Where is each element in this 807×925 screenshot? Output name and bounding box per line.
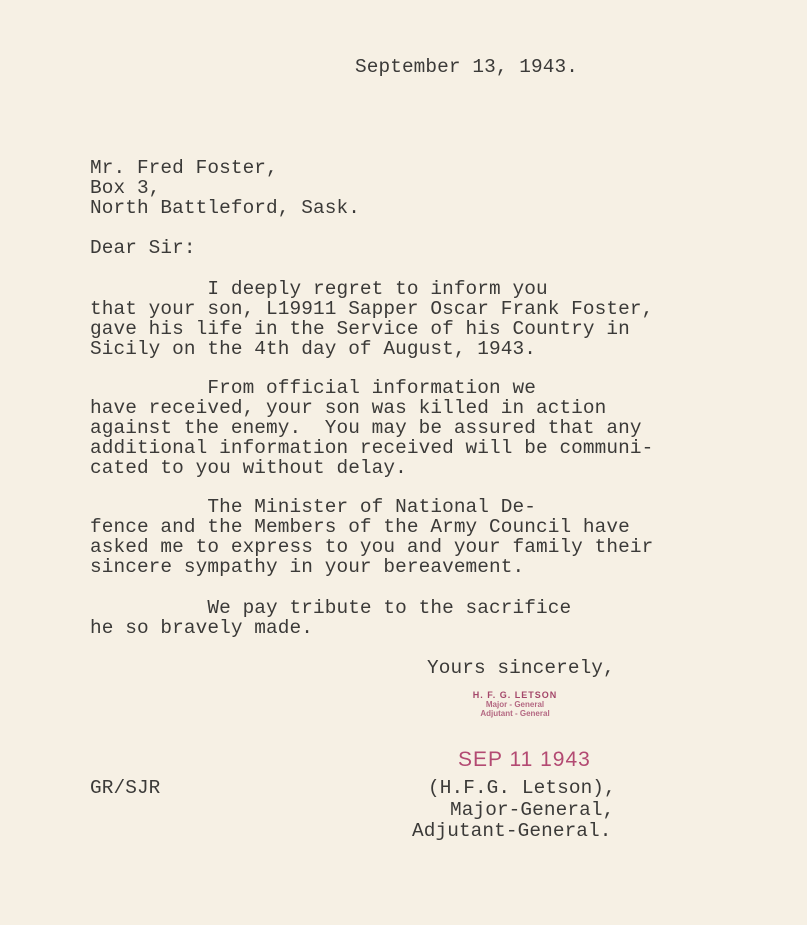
letter-date: September 13, 1943.	[355, 56, 578, 78]
signature-name: (H.F.G. Letson),	[428, 777, 616, 799]
paragraph-line: he so bravely made.	[90, 617, 313, 639]
paragraph-line: The Minister of National De-	[90, 496, 536, 518]
paragraph-line: asked me to express to you and your family their	[90, 536, 654, 558]
paragraph-line: have received, your son was killed in action	[90, 397, 607, 419]
received-date-stamp: SEP 11 1943	[458, 748, 591, 771]
reference-initials: GR/SJR	[90, 777, 161, 799]
paragraph-4	[90, 598, 571, 638]
paragraph-line: that your son, L19911 Sapper Oscar Frank Foster,	[90, 298, 654, 320]
signature-title: Adjutant-General.	[412, 820, 612, 842]
paragraph-2	[90, 378, 653, 478]
paragraph-line: gave his life in the Service of his Country in	[90, 318, 630, 340]
paragraph-line: additional information received will be communi-	[90, 437, 654, 459]
salutation: Dear Sir:	[90, 237, 196, 259]
paragraph-line: Sicily on the 4th day of August, 1943.	[90, 338, 536, 360]
recipient-line: Box 3,	[90, 177, 161, 199]
paragraph-line: I deeply regret to inform you	[90, 278, 548, 300]
paragraph-line: cated to you without delay.	[90, 457, 407, 479]
paragraph-line: From official information we	[90, 377, 536, 399]
signature-rank: Major-General,	[450, 799, 615, 821]
signature-stamp	[455, 690, 575, 718]
closing: Yours sincerely,	[427, 657, 615, 679]
stamp-rank: Major - General	[485, 700, 545, 709]
recipient-address	[90, 158, 360, 218]
paragraph-3	[90, 497, 653, 577]
paragraph-line: sincere sympathy in your bereavement.	[90, 556, 525, 578]
stamp-name: H. F. G. LETSON	[472, 690, 558, 700]
paragraph-line: fence and the Members of the Army Council have	[90, 516, 630, 538]
paragraph-line: We pay tribute to the sacrifice	[90, 597, 572, 619]
stamp-title: Adjutant - General	[480, 709, 550, 718]
recipient-line: North Battleford, Sask.	[90, 197, 360, 219]
paragraph-1	[90, 279, 653, 359]
paragraph-line: against the enemy. You may be assured that any	[90, 417, 642, 439]
recipient-line: Mr. Fred Foster,	[90, 157, 278, 179]
